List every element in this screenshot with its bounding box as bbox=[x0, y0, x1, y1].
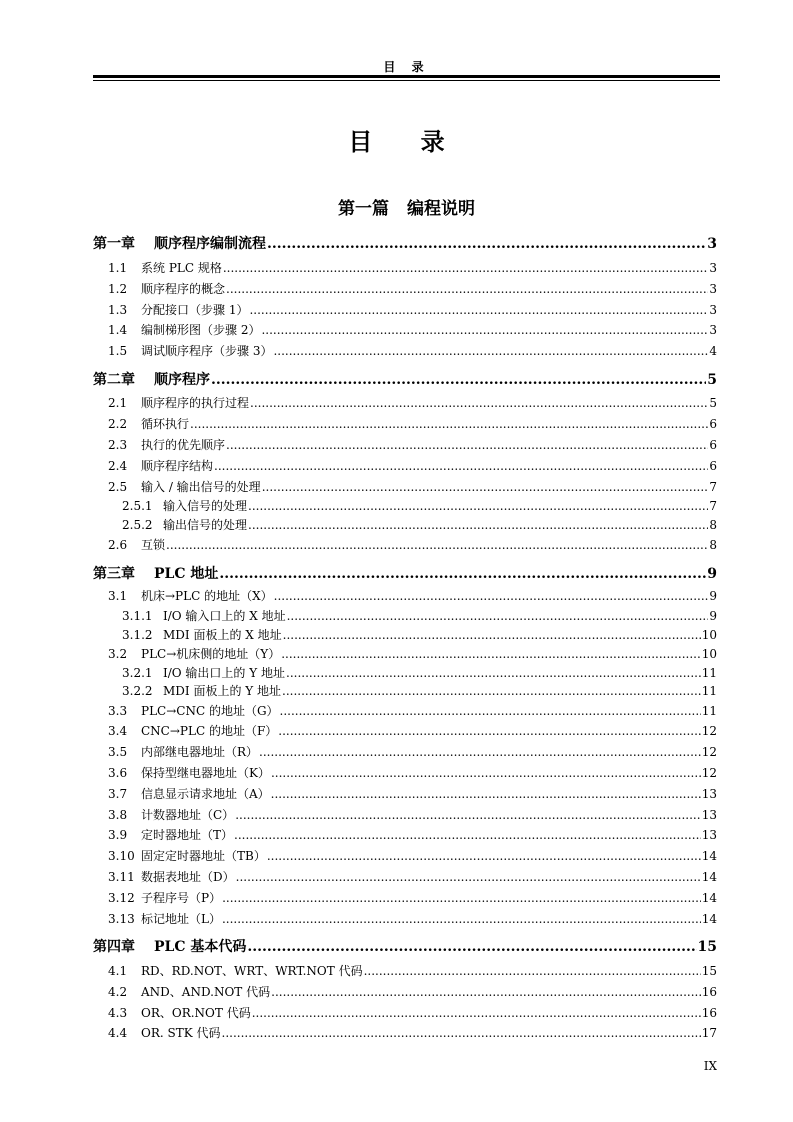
toc-entry-number: 2.6 bbox=[108, 538, 128, 552]
toc-entry-title: 顺序程序的执行过程 bbox=[141, 396, 250, 410]
toc-entry-page: 15 bbox=[697, 939, 717, 955]
toc-section-entry[interactable] bbox=[93, 394, 717, 412]
toc-entry-number: 3.2.2 bbox=[122, 684, 153, 698]
toc-entry-page: 11 bbox=[701, 684, 717, 698]
toc-entry-page: 7 bbox=[709, 499, 717, 513]
toc-section-entry[interactable] bbox=[93, 826, 717, 844]
toc-entry-title: 输入信号的处理 bbox=[163, 499, 248, 513]
toc-dot-leader bbox=[222, 912, 701, 926]
toc-dot-leader bbox=[271, 787, 701, 801]
toc-entry-number: 2.2 bbox=[108, 417, 128, 431]
toc-subsection-entry[interactable] bbox=[93, 516, 717, 534]
running-header: 目 录 bbox=[383, 60, 430, 74]
toc-entry-title: 互锁 bbox=[141, 538, 166, 552]
toc-dot-leader bbox=[283, 628, 701, 642]
toc-section-entry[interactable] bbox=[93, 722, 717, 740]
toc-dot-leader bbox=[250, 396, 708, 410]
toc-entry-title: 执行的优先顺序 bbox=[141, 438, 226, 452]
toc-entry-page: 5 bbox=[707, 372, 717, 388]
toc-dot-leader bbox=[219, 566, 706, 582]
toc-section-entry[interactable] bbox=[93, 321, 717, 339]
toc-entry-number: 2.3 bbox=[108, 438, 128, 452]
toc-entry-title: 循环执行 bbox=[141, 417, 190, 431]
toc-chapter-entry[interactable] bbox=[93, 936, 717, 958]
toc-entry-page: 12 bbox=[701, 766, 717, 780]
toc-section-entry[interactable] bbox=[93, 342, 717, 360]
toc-entry-page: 4 bbox=[709, 344, 717, 358]
toc-entry-number: 4.2 bbox=[108, 985, 128, 999]
toc-dot-leader bbox=[190, 417, 708, 431]
toc-entry-number: 3.1 bbox=[108, 589, 128, 603]
toc-entry-number: 3.6 bbox=[108, 766, 128, 780]
toc-entry-page: 17 bbox=[701, 1026, 717, 1040]
toc-dot-leader bbox=[287, 609, 709, 623]
toc-dot-leader bbox=[236, 870, 701, 884]
part-name: 编程说明 bbox=[407, 199, 475, 219]
toc-entry-page: 3 bbox=[709, 303, 717, 317]
toc-section-entry[interactable] bbox=[93, 962, 717, 980]
toc-entry-title: 固定定时器地址（TB） bbox=[141, 849, 266, 863]
toc-dot-leader bbox=[273, 344, 708, 358]
toc-entry-title: 子程序号（P） bbox=[141, 891, 222, 905]
toc-entry-page: 9 bbox=[709, 589, 717, 603]
toc-section-entry[interactable] bbox=[93, 457, 717, 475]
toc-entry-number: 2.4 bbox=[108, 459, 128, 473]
toc-section-entry[interactable] bbox=[93, 764, 717, 782]
toc-entry-number: 4.3 bbox=[108, 1006, 128, 1020]
toc-entry-title: 保持型继电器地址（K） bbox=[141, 766, 270, 780]
toc-entry-page: 14 bbox=[701, 891, 717, 905]
toc-section-entry[interactable] bbox=[93, 743, 717, 761]
toc-entry-title: 输出信号的处理 bbox=[163, 518, 248, 532]
toc-section-entry[interactable] bbox=[93, 1004, 717, 1022]
toc-section-entry[interactable] bbox=[93, 983, 717, 1001]
part-label: 第一篇 bbox=[338, 199, 389, 219]
toc-entry-title: AND、AND.NOT 代码 bbox=[141, 985, 271, 999]
toc-entry-page: 11 bbox=[701, 666, 717, 680]
toc-dot-leader bbox=[226, 438, 708, 452]
toc-section-entry[interactable] bbox=[93, 785, 717, 803]
toc-dot-leader bbox=[252, 1006, 701, 1020]
toc-entry-title: 编制梯形图（步骤 2） bbox=[141, 323, 261, 337]
toc-dot-leader bbox=[234, 828, 701, 842]
page-title: 目 录 bbox=[348, 127, 465, 156]
toc-entry-title: 信息显示请求地址（A） bbox=[141, 787, 270, 801]
toc-chapter-entry[interactable] bbox=[93, 233, 717, 255]
toc-entry-page: 12 bbox=[701, 724, 717, 738]
toc-dot-leader bbox=[223, 261, 709, 275]
toc-entry-page: 8 bbox=[709, 518, 717, 532]
toc-entry-page: 6 bbox=[709, 459, 717, 473]
toc-dot-leader bbox=[281, 647, 701, 661]
page-number: IX bbox=[703, 1059, 717, 1073]
toc-entry-title: 数据表地址（D） bbox=[141, 870, 235, 884]
toc-entry-title: PLC→机床侧的地址（Y） bbox=[141, 647, 281, 661]
toc-entry-number: 3.11 bbox=[108, 870, 135, 884]
header-rule-thin bbox=[93, 80, 720, 81]
toc-subsection-entry[interactable] bbox=[93, 682, 717, 700]
part-title bbox=[93, 194, 720, 219]
toc-dot-leader bbox=[286, 666, 701, 680]
toc-entry-number: 1.4 bbox=[108, 323, 128, 337]
toc-entry-page: 6 bbox=[709, 417, 717, 431]
toc-dot-leader bbox=[282, 684, 701, 698]
toc-section-entry[interactable] bbox=[93, 415, 717, 433]
toc-dot-leader bbox=[166, 538, 708, 552]
toc-entry-title: 计数器地址（C） bbox=[141, 808, 235, 822]
toc-entry-number: 第二章 bbox=[93, 372, 135, 388]
toc-entry-number: 3.4 bbox=[108, 724, 128, 738]
toc-chapter-entry[interactable] bbox=[93, 369, 717, 391]
toc-entry-number: 3.5 bbox=[108, 745, 128, 759]
toc-entry-page: 14 bbox=[701, 870, 717, 884]
toc-section-entry[interactable] bbox=[93, 910, 717, 928]
header-rule-thick bbox=[93, 75, 720, 78]
toc-entry-page: 13 bbox=[701, 828, 717, 842]
toc-dot-leader bbox=[278, 724, 700, 738]
toc-section-entry[interactable] bbox=[93, 847, 717, 865]
toc-dot-leader bbox=[222, 891, 701, 905]
toc-entry-page: 13 bbox=[701, 808, 717, 822]
toc-entry-page: 14 bbox=[701, 849, 717, 863]
toc-section-entry[interactable] bbox=[93, 587, 717, 605]
toc-dot-leader bbox=[248, 518, 708, 532]
toc-entry-number: 3.2 bbox=[108, 647, 128, 661]
toc-dot-leader bbox=[261, 323, 708, 337]
toc-entry-page: 13 bbox=[701, 787, 717, 801]
toc-entry-title: 标记地址（L） bbox=[141, 912, 221, 926]
toc-entry-title: I/O 输入口上的 X 地址 bbox=[163, 609, 286, 623]
toc-chapter-entry[interactable] bbox=[93, 563, 717, 585]
toc-entry-page: 3 bbox=[709, 323, 717, 337]
toc-entry-title: I/O 输出口上的 Y 地址 bbox=[163, 666, 285, 680]
toc-entry-number: 3.8 bbox=[108, 808, 128, 822]
toc-entry-page: 15 bbox=[701, 964, 717, 978]
toc-entry-title: CNC→PLC 的地址（F） bbox=[141, 724, 278, 738]
toc-entry-page: 7 bbox=[709, 480, 717, 494]
toc-entry-title: 内部继电器地址（R） bbox=[141, 745, 259, 759]
toc-section-entry[interactable] bbox=[93, 301, 717, 319]
toc-entry-page: 16 bbox=[701, 1006, 717, 1020]
toc-entry-page: 10 bbox=[701, 628, 717, 642]
toc-section-entry[interactable] bbox=[93, 645, 717, 663]
toc-entry-number: 第一章 bbox=[93, 236, 135, 252]
toc-section-entry[interactable] bbox=[93, 702, 717, 720]
toc-entry-title: PLC 基本代码 bbox=[154, 939, 247, 955]
toc-section-entry[interactable] bbox=[93, 889, 717, 907]
toc-entry-number: 1.1 bbox=[108, 261, 128, 275]
toc-dot-leader bbox=[262, 480, 709, 494]
toc-entry-title: MDI 面板上的 X 地址 bbox=[163, 628, 282, 642]
toc-entry-number: 3.12 bbox=[108, 891, 135, 905]
toc-section-entry[interactable] bbox=[93, 806, 717, 824]
toc-dot-leader bbox=[222, 1026, 701, 1040]
toc-entry-page: 16 bbox=[701, 985, 717, 999]
toc-subsection-entry[interactable] bbox=[93, 626, 717, 644]
toc-dot-leader bbox=[271, 985, 701, 999]
toc-entry-title: PLC 地址 bbox=[154, 566, 219, 582]
toc-section-entry[interactable] bbox=[93, 436, 717, 454]
toc-entry-title: 分配接口（步骤 1） bbox=[141, 303, 249, 317]
toc-section-entry[interactable] bbox=[93, 478, 717, 496]
toc-dot-leader bbox=[364, 964, 701, 978]
toc-entry-number: 3.9 bbox=[108, 828, 128, 842]
toc-entry-number: 2.1 bbox=[108, 396, 128, 410]
toc-entry-number: 3.13 bbox=[108, 912, 135, 926]
toc-entry-page: 9 bbox=[707, 566, 717, 582]
toc-dot-leader bbox=[214, 459, 708, 473]
toc-entry-page: 3 bbox=[709, 282, 717, 296]
toc-entry-number: 2.5 bbox=[108, 480, 128, 494]
toc-entry-number: 1.2 bbox=[108, 282, 128, 296]
toc-entry-page: 10 bbox=[701, 647, 717, 661]
toc-subsection-entry[interactable] bbox=[93, 497, 717, 515]
toc-entry-number: 3.7 bbox=[108, 787, 128, 801]
toc-entry-title: RD、RD.NOT、WRT、WRT.NOT 代码 bbox=[141, 964, 363, 978]
toc-entry-page: 3 bbox=[707, 236, 717, 252]
toc-entry-page: 8 bbox=[709, 538, 717, 552]
toc-dot-leader bbox=[280, 704, 701, 718]
toc-entry-number: 3.1.1 bbox=[122, 609, 153, 623]
toc-entry-title: 顺序程序编制流程 bbox=[154, 236, 266, 252]
toc-section-entry[interactable] bbox=[93, 1024, 717, 1042]
toc-section-entry[interactable] bbox=[93, 536, 717, 554]
toc-entry-title: 顺序程序的概念 bbox=[141, 282, 226, 296]
toc-entry-title: 调试顺序程序（步骤 3） bbox=[141, 344, 273, 358]
toc-dot-leader bbox=[259, 745, 701, 759]
toc-entry-title: OR. STK 代码 bbox=[141, 1026, 221, 1040]
toc-dot-leader bbox=[247, 939, 696, 955]
toc-entry-number: 4.1 bbox=[108, 964, 128, 978]
toc-dot-leader bbox=[267, 236, 706, 252]
toc-entry-number: 3.10 bbox=[108, 849, 135, 863]
toc-entry-number: 2.5.2 bbox=[122, 518, 153, 532]
toc-dot-leader bbox=[211, 372, 706, 388]
toc-dot-leader bbox=[248, 499, 708, 513]
toc-dot-leader bbox=[226, 282, 708, 296]
toc-entry-page: 12 bbox=[701, 745, 717, 759]
toc-entry-title: 定时器地址（T） bbox=[141, 828, 234, 842]
toc-entry-page: 3 bbox=[709, 261, 717, 275]
toc-entry-title: 顺序程序结构 bbox=[141, 459, 214, 473]
toc-entry-number: 1.3 bbox=[108, 303, 128, 317]
toc-entry-title: 机床→PLC 的地址（X） bbox=[141, 589, 273, 603]
toc-dot-leader bbox=[235, 808, 701, 822]
toc-section-entry[interactable] bbox=[93, 868, 717, 886]
toc-section-entry[interactable] bbox=[93, 280, 717, 298]
toc-entry-page: 11 bbox=[701, 704, 717, 718]
toc-dot-leader bbox=[249, 303, 708, 317]
toc-dot-leader bbox=[271, 766, 701, 780]
toc-entry-number: 第四章 bbox=[93, 939, 135, 955]
toc-dot-leader bbox=[267, 849, 701, 863]
toc-entry-page: 5 bbox=[709, 396, 717, 410]
toc-entry-number: 1.5 bbox=[108, 344, 128, 358]
toc-entry-page: 6 bbox=[709, 438, 717, 452]
toc-entry-title: MDI 面板上的 Y 地址 bbox=[163, 684, 282, 698]
toc-entry-number: 3.2.1 bbox=[122, 666, 153, 680]
toc-entry-title: PLC→CNC 的地址（G） bbox=[141, 704, 279, 718]
toc-entry-title: OR、OR.NOT 代码 bbox=[141, 1006, 251, 1020]
toc-subsection-entry[interactable] bbox=[93, 607, 717, 625]
toc-entry-title: 输入 / 输出信号的处理 bbox=[141, 480, 261, 494]
toc-entry-number: 4.4 bbox=[108, 1026, 128, 1040]
toc-entry-title: 顺序程序 bbox=[154, 372, 210, 388]
toc-entry-number: 第三章 bbox=[93, 566, 135, 582]
toc-entry-page: 14 bbox=[701, 912, 717, 926]
toc-entry-number: 3.3 bbox=[108, 704, 128, 718]
toc-entry-title: 系统 PLC 规格 bbox=[141, 261, 222, 275]
toc-dot-leader bbox=[274, 589, 709, 603]
toc-entry-page: 9 bbox=[709, 609, 717, 623]
toc-entry-number: 2.5.1 bbox=[122, 499, 153, 513]
toc-section-entry[interactable] bbox=[93, 259, 717, 277]
toc-entry-number: 3.1.2 bbox=[122, 628, 153, 642]
toc-subsection-entry[interactable] bbox=[93, 664, 717, 682]
